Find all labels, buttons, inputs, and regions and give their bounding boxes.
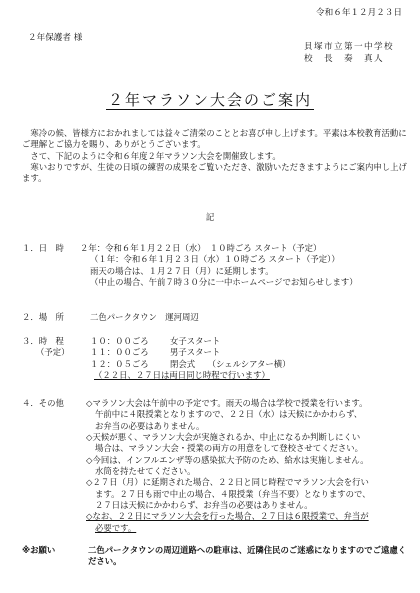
schedule-time: １１：００ごろ <box>90 347 149 358</box>
note-line: 午前中に４限授業となりますので、２２日（水）は天候にかかわらず、 <box>95 409 363 420</box>
schedule-event: 男子スタート <box>170 347 221 358</box>
request-note <box>22 545 410 568</box>
note-line: ◇天候が悪く、マラソン大会が実施されるか、中止になるか判断しにくい <box>86 432 361 443</box>
other-notes <box>76 398 371 534</box>
request-text: 二色パークタウンの周辺道路への駐車は、近隣住民のご迷惑になりますのでご遠慮ください。 <box>88 545 407 567</box>
note-line: ます。２７日も雨で中止の場合、４限授業（弁当不要）となりますので、 <box>95 488 371 499</box>
section-date <box>22 243 410 288</box>
greeting-paragraph: さて、下記のように令和６年度２年マラソン大会を開催致します。 <box>30 150 281 161</box>
date-line: （中止の場合、午前７時３０分に一中ホームページでお知らせします） <box>90 277 358 288</box>
place-label: ２．場 所 <box>22 312 64 322</box>
section-other <box>22 398 410 534</box>
note-line: ２７日は天候にかかわらず、お弁当の必要はありません。 <box>95 500 313 511</box>
ki-heading: 記 <box>205 212 215 222</box>
time-sublabel: （予定） <box>36 347 70 358</box>
title-text: ２年マラソン大会のご案内 <box>107 91 312 109</box>
schedule-note: （２２日、２７日は両日同じ時程で行います） <box>94 370 270 381</box>
schedule-time: １２：０５ごろ <box>90 358 149 369</box>
note-line: ◇マラソン大会は午前中の予定です。雨天の場合は学校で授業を行います。 <box>86 398 368 408</box>
schedule-event: 閉会式 （シェルシアター横） <box>170 358 291 369</box>
note-line: ◇なお、２２日にマラソン大会を行った場合、２７日は６限授業で、弁当が <box>86 511 369 522</box>
request-label: ※お願い <box>22 545 56 555</box>
schedule-time: １０：００ごろ <box>90 336 149 346</box>
date-line: 雨天の場合は、１月２７日（月）に延期します。 <box>90 265 274 276</box>
note-line: ◇今回は、インフルエンザ等の感染拡大予防のため、給水は実施しません。 <box>86 454 369 465</box>
note-line: お弁当の必要はありません。 <box>95 420 205 431</box>
document-title <box>0 90 420 110</box>
sender-block <box>304 42 394 65</box>
other-label: ４．その他 <box>22 398 64 408</box>
school-name: 貝塚市立第一中学校 <box>304 42 394 52</box>
note-line: 水筒を持たせてください。 <box>95 466 196 477</box>
place-value: 二色パークタウン 運河周辺 <box>90 312 199 322</box>
note-line: ◇２７日（月）に延期された場合、２２日と同じ時程でマラソン大会を行い <box>86 477 369 488</box>
time-label: ３．時 程 <box>22 336 64 346</box>
principal-name: 校 長 奏 真人 <box>304 53 384 64</box>
greeting-body <box>22 128 408 185</box>
schedule-event: 女子スタート <box>170 336 221 346</box>
note-line: 場合は、マラソン大会・授業の両方の用意をして登校させてください。 <box>95 443 363 454</box>
date-label: １．日 時 <box>22 243 64 253</box>
issue-date: 令和６年１２月２３日 <box>316 8 402 18</box>
greeting-paragraph: 寒冷の候、皆様方におかれましては益々ご清栄のこととお喜び申し上げます。平素は本校教育活動にご理解とご協力を賜り、ありがとうございます。 <box>22 128 407 150</box>
date-line: （１年：令和６年１月２３日（水）１０時ごろ スタート（予定）） <box>90 254 340 265</box>
section-place <box>22 312 410 323</box>
greeting-paragraph: 寒いおりですが、生徒の日頃の練習の成果をご覧いただき、激励いただきますようにご案内申し上げます。 <box>22 162 407 184</box>
section-schedule <box>22 336 410 381</box>
note-line: 必要です。 <box>95 522 137 533</box>
recipient: ２年保護者 様 <box>28 33 83 43</box>
date-line: ２年：令和６年１月２２日（水） １０時ごろ スタート（予定） <box>80 243 322 253</box>
